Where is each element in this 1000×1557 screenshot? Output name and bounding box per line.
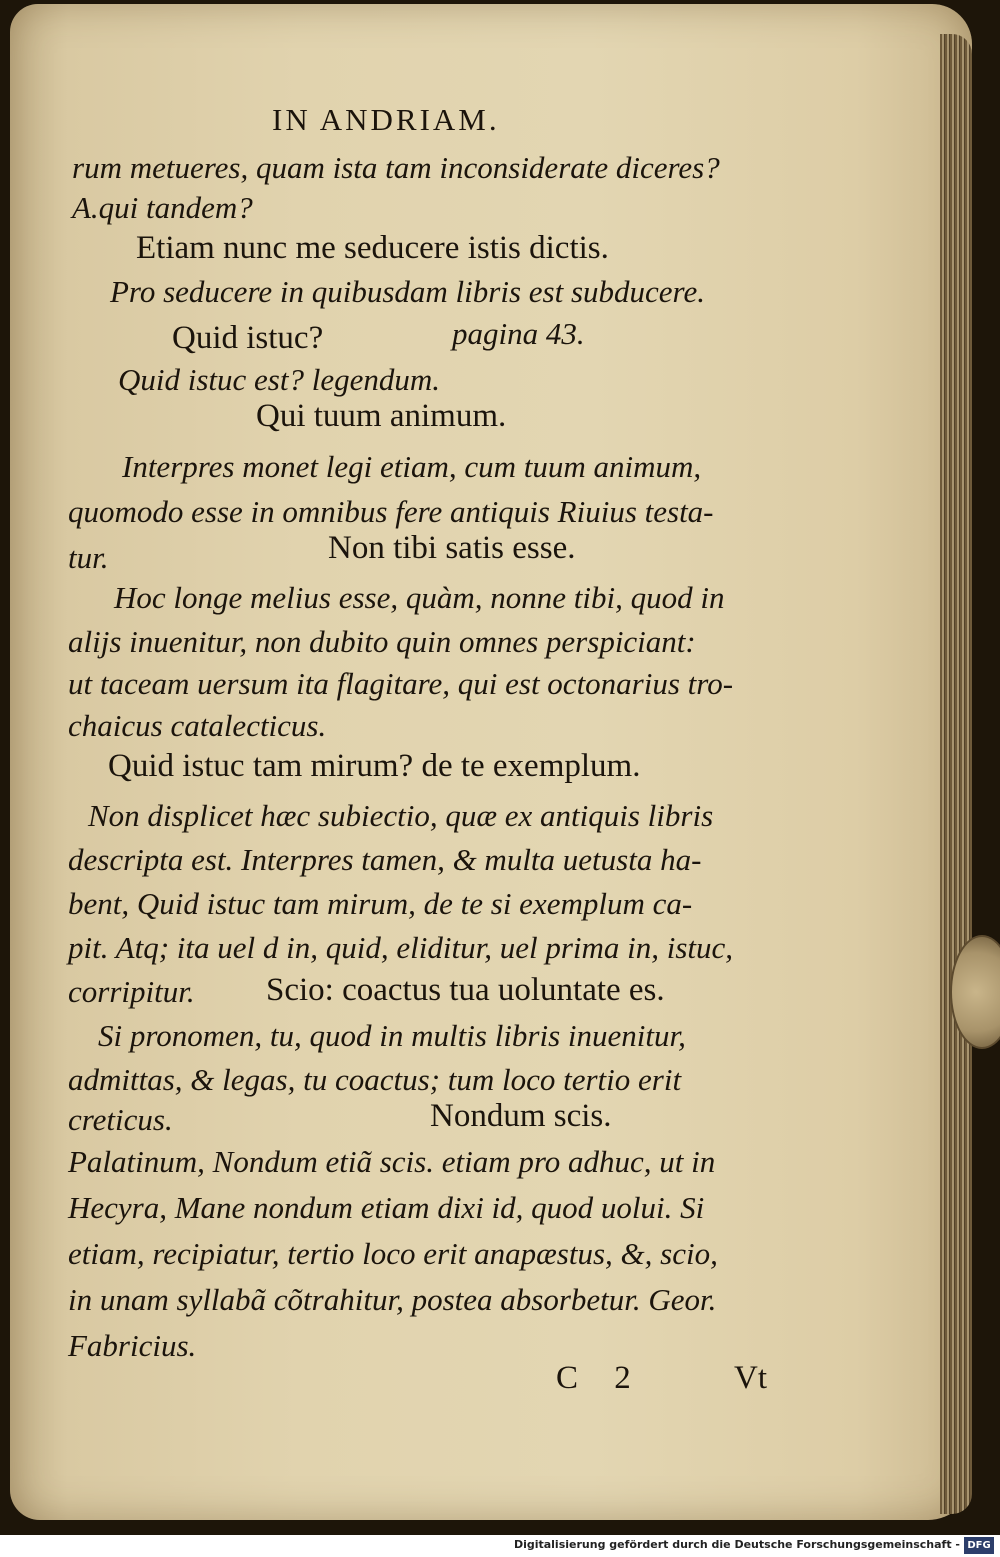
text-line: chaicus catalecticus. — [68, 708, 327, 743]
lemma-line: Scio: coactus tua uoluntate es. — [266, 972, 665, 1008]
text-line: Hecyra, Mane nondum etiam dixi id, quod uolui. Si — [68, 1190, 705, 1225]
text-line: Quid istuc est? legendum. — [118, 362, 441, 397]
footer-credit: Digitalisierung gefördert durch die Deutsche Forschungsgemeinschaft - — [513, 1538, 960, 1551]
text-line: Palatinum, Nondum etiã scis. etiam pro adhuc, ut in — [68, 1144, 716, 1179]
footer-bar — [0, 1535, 1000, 1557]
text-line: Interpres monet legi etiam, cum tuum animum, — [122, 449, 702, 484]
text-line: A.qui tandem? — [72, 190, 253, 225]
catchword: Vt — [734, 1360, 767, 1396]
text-line: pit. Atq; ita uel d in, quid, eliditur, uel prima in, istuc, — [68, 930, 734, 965]
text-line: Hoc longe melius esse, quàm, nonne tibi, quod in — [114, 580, 725, 615]
text-line: corripitur. — [68, 974, 195, 1009]
text-line: Fabricius. — [68, 1328, 197, 1363]
lemma-line: Qui tuum animum. — [256, 398, 507, 434]
text-line: rum metueres, quam ista tam inconsiderate diceres? — [72, 150, 720, 185]
text-line: Si pronomen, tu, quod in multis libris inuenitur, — [98, 1018, 686, 1053]
text-line: bent, Quid istuc tam mirum, de te si exemplum ca- — [68, 886, 693, 921]
text-line: admittas, & legas, tu coactus; tum loco tertio erit — [68, 1062, 682, 1097]
text-line: etiam, recipiatur, tertio loco erit anapæstus, &, scio, — [68, 1236, 718, 1271]
text-line: creticus. — [68, 1102, 173, 1137]
text-line: tur. — [68, 540, 109, 575]
text-line: ut taceam uersum ita flagitare, qui est octonarius tro- — [68, 666, 734, 701]
text-line: Pro seducere in quibusdam libris est subducere. — [110, 274, 705, 309]
page-reference: pagina 43. — [452, 316, 585, 351]
text-line: descripta est. Interpres tamen, & multa uetusta ha- — [68, 842, 702, 877]
dfg-logo: DFG — [964, 1537, 994, 1554]
text-line: Non displicet hæc subiectio, quæ ex antiquis libris — [88, 798, 714, 833]
page-edges — [940, 34, 972, 1514]
running-title: IN ANDRIAM. — [272, 102, 500, 137]
text-line: in unam syllabã cõtrahitur, postea absorbetur. Geor. — [68, 1282, 717, 1317]
signature-mark: C 2 — [556, 1360, 645, 1396]
text-line: quomodo esse in omnibus fere antiquis Riuius testa- — [68, 494, 714, 529]
lemma-line: Etiam nunc me seducere istis dictis. — [136, 230, 609, 266]
lemma-line: Quid istuc tam mirum? de te exemplum. — [108, 748, 641, 784]
lemma-line: Non tibi satis esse. — [328, 530, 576, 566]
book-page — [10, 4, 972, 1520]
lemma-line: Nondum scis. — [430, 1098, 612, 1134]
lemma-line: Quid istuc? — [172, 320, 324, 356]
text-line: alijs inuenitur, non dubito quin omnes perspiciant: — [68, 624, 696, 659]
